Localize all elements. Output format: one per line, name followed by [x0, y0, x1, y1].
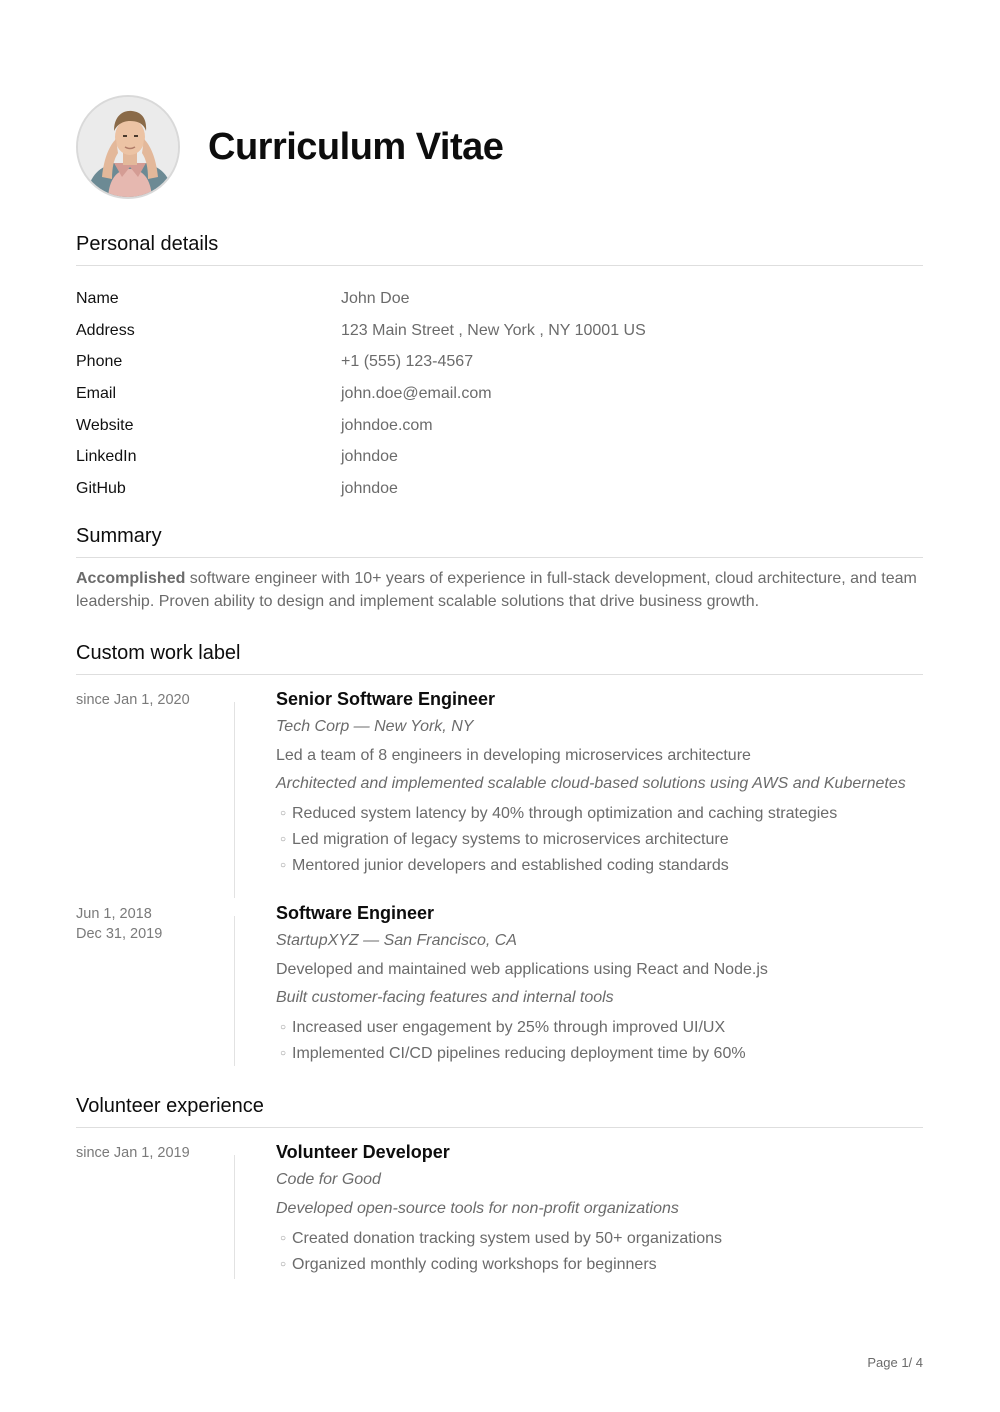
highlight-text: Created donation tracking system used by 50+ organizations — [292, 1229, 723, 1247]
entry-date — [76, 904, 226, 944]
detail-row-phone — [76, 346, 923, 378]
detail-value: johndoe.com — [341, 416, 433, 434]
section-heading-volunteer: Volunteer experience — [76, 1095, 923, 1128]
summary-paragraph — [76, 567, 923, 613]
highlight-text: Increased user engagement by 25% through improved UI/UX — [292, 1018, 726, 1036]
work-entry — [76, 688, 923, 900]
timeline-divider — [234, 916, 235, 1066]
page-number: Page 1/ 4 — [867, 1355, 923, 1370]
entry-date-start: Jun 1, 2018 — [76, 906, 152, 922]
section-heading-work: Custom work label — [76, 642, 923, 675]
entry-description: Led a team of 8 engineers in developing microservices architecture — [276, 746, 751, 764]
page-title: Curriculum Vitae — [208, 125, 504, 168]
entry-date — [76, 1143, 226, 1163]
detail-label: Name — [76, 289, 119, 307]
highlight-item — [276, 827, 923, 853]
entry-role: Senior Software Engineer — [276, 689, 496, 709]
detail-value: johndoe — [341, 479, 398, 497]
detail-value: +1 (555) 123-4567 — [341, 353, 474, 371]
detail-row-linkedin — [76, 441, 923, 473]
entry-organization: StartupXYZ — San Francisco, CA — [276, 932, 517, 949]
section-heading-personal: Personal details — [76, 233, 923, 266]
detail-row-name — [76, 283, 923, 315]
highlight-item — [276, 1226, 923, 1252]
highlight-text: Mentored junior developers and established coding standards — [292, 856, 729, 874]
entry-date-start: since Jan 1, 2020 — [76, 692, 190, 708]
highlight-item — [276, 801, 923, 827]
detail-value: John Doe — [341, 289, 410, 307]
timeline-divider — [234, 1155, 235, 1279]
entry-body — [276, 688, 923, 879]
entry-highlights — [276, 1015, 923, 1067]
highlight-item — [276, 1252, 923, 1278]
personal-details-table — [76, 283, 923, 505]
detail-row-email — [76, 378, 923, 410]
profile-photo — [76, 95, 180, 199]
detail-label: Email — [76, 384, 117, 402]
entry-summary: Developed open-source tools for non-profit organizations — [276, 1199, 679, 1217]
entry-role: Software Engineer — [276, 903, 435, 923]
hollow-circle-bullet-icon: ○ — [280, 1021, 287, 1033]
summary-lead: Accomplished — [76, 570, 186, 587]
volunteer-entry — [76, 1141, 923, 1281]
hollow-circle-bullet-icon: ○ — [280, 1047, 287, 1059]
entry-summary: Built customer-facing features and internal tools — [276, 988, 614, 1006]
entry-summary: Architected and implemented scalable cloud-based solutions using AWS and Kubernetes — [276, 774, 906, 792]
hollow-circle-bullet-icon: ○ — [280, 833, 287, 845]
entry-date-end: Dec 31, 2019 — [76, 926, 163, 942]
work-entry — [76, 902, 923, 1070]
timeline-divider — [234, 702, 235, 898]
detail-label: Phone — [76, 353, 123, 371]
entry-role: Volunteer Developer — [276, 1142, 450, 1162]
entry-highlights — [276, 801, 923, 879]
entry-body — [276, 902, 923, 1067]
summary-text: software engineer with 10+ years of experience in full-stack development, cloud architecture, and team leadership. Proven ability to design and implement scalable solutions that drive business growth. — [76, 570, 917, 610]
detail-row-address — [76, 315, 923, 347]
highlight-item — [276, 1015, 923, 1041]
entry-body — [276, 1141, 923, 1278]
detail-label: Address — [76, 321, 135, 339]
entry-organization: Tech Corp — New York, NY — [276, 718, 474, 735]
entry-date — [76, 690, 226, 710]
entry-description: Developed and maintained web applications using React and Node.js — [276, 960, 768, 978]
entry-date-start: since Jan 1, 2019 — [76, 1145, 190, 1161]
cv-header — [76, 95, 503, 199]
entry-organization: Code for Good — [276, 1171, 381, 1188]
detail-value: john.doe@email.com — [341, 384, 492, 402]
hollow-circle-bullet-icon: ○ — [280, 859, 287, 871]
detail-label: LinkedIn — [76, 448, 137, 466]
detail-value: johndoe — [341, 448, 398, 466]
highlight-text: Organized monthly coding workshops for beginners — [292, 1255, 657, 1273]
hollow-circle-bullet-icon: ○ — [280, 1258, 287, 1270]
detail-row-website — [76, 410, 923, 442]
entry-highlights — [276, 1226, 923, 1278]
profile-photo-icon — [78, 97, 180, 199]
highlight-text: Implemented CI/CD pipelines reducing deployment time by 60% — [292, 1044, 746, 1062]
highlight-text: Reduced system latency by 40% through optimization and caching strategies — [292, 804, 838, 822]
detail-label: GitHub — [76, 479, 126, 497]
section-heading-summary: Summary — [76, 525, 923, 558]
hollow-circle-bullet-icon: ○ — [280, 807, 287, 819]
highlight-text: Led migration of legacy systems to microservices architecture — [292, 830, 729, 848]
hollow-circle-bullet-icon: ○ — [280, 1232, 287, 1244]
detail-value: 123 Main Street , New York , NY 10001 US — [341, 321, 646, 339]
detail-row-github — [76, 473, 923, 505]
highlight-item — [276, 1041, 923, 1067]
detail-label: Website — [76, 416, 134, 434]
highlight-item — [276, 853, 923, 879]
